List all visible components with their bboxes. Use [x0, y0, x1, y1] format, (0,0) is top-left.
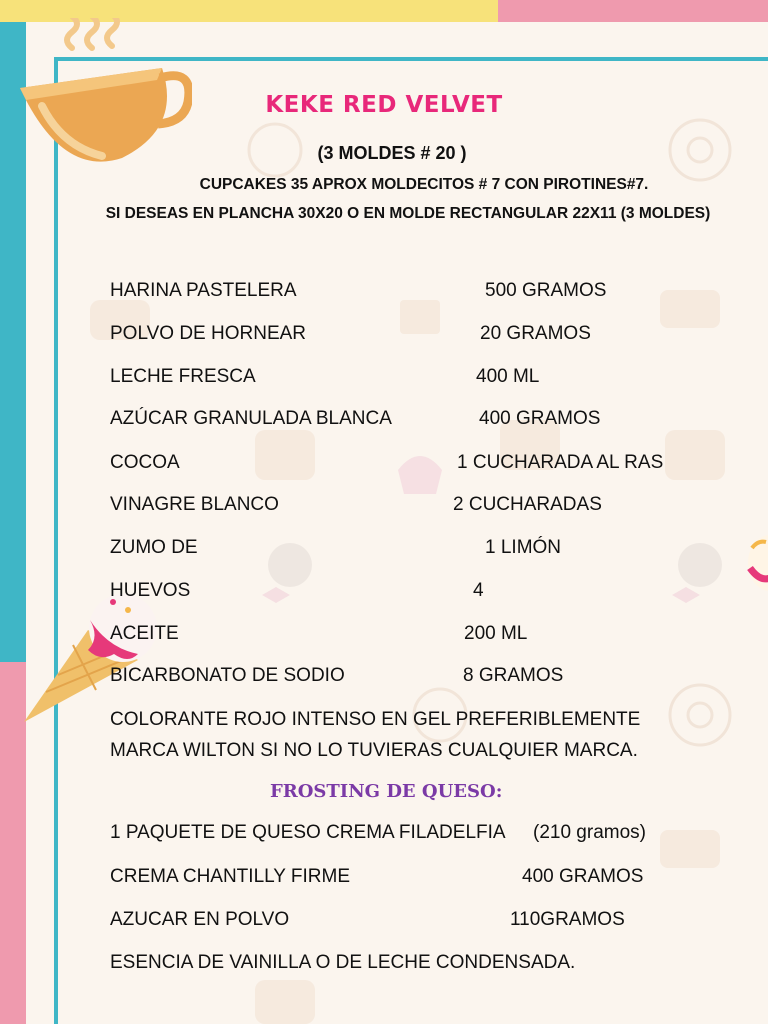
ingredient-qty: 4	[473, 580, 484, 601]
frosting-final-note: ESENCIA DE VAINILLA O DE LECHE CONDENSADA.	[110, 952, 576, 973]
frosting-ingredient-qty: 400 GRAMOS	[522, 866, 644, 887]
ingredient-name: HARINA PASTELERA	[110, 280, 297, 301]
ingredient-qty: 200 ML	[464, 623, 528, 644]
frosting-ingredient-name: 1 PAQUETE DE QUESO CREMA FILADELFIA	[110, 822, 506, 843]
candy-icon	[742, 528, 768, 598]
frosting-ingredient-qty: (210 gramos)	[533, 822, 646, 843]
ingredient-qty: 400 ML	[476, 366, 540, 387]
ingredient-qty: 400 GRAMOS	[479, 408, 601, 429]
ingredient-name: COCOA	[110, 452, 180, 473]
ingredient-qty: 1 CUCHARADA AL RAS	[457, 452, 664, 473]
ingredient-name: HUEVOS	[110, 580, 191, 601]
ingredient-name: BICARBONATO DE SODIO	[110, 665, 345, 686]
cupcakes-line: CUPCAKES 35 APROX MOLDECITOS # 7 CON PIROTINES#7.	[199, 176, 649, 193]
colorant-note	[110, 704, 730, 766]
ingredient-name: ZUMO DE	[110, 537, 198, 558]
ingredient-qty: 8 GRAMOS	[463, 665, 564, 686]
frosting-title: FROSTING DE QUESO:	[270, 781, 503, 802]
ingredient-name: AZÚCAR GRANULADA BLANCA	[110, 408, 392, 429]
ingredient-qty: 500 GRAMOS	[485, 280, 607, 301]
colorant-note-line1: COLORANTE ROJO INTENSO EN GEL PREFERIBLEMENTE	[110, 709, 641, 730]
ingredient-qty: 2 CUCHARADAS	[453, 494, 602, 515]
plancha-line: SI DESEAS EN PLANCHA 30X20 O EN MOLDE RECTANGULAR 22X11 (3 MOLDES)	[105, 205, 711, 222]
ingredient-name: ACEITE	[110, 623, 179, 644]
colorant-note-line2: MARCA WILTON SI NO LO TUVIERAS CUALQUIER MARCA.	[110, 740, 638, 761]
recipe-title: KEKE RED VELVET	[265, 92, 503, 118]
frosting-ingredient-name: AZUCAR EN POLVO	[110, 909, 290, 930]
ingredient-qty: 20 GRAMOS	[480, 323, 591, 344]
frosting-ingredient-name: CREMA CHANTILLY FIRME	[110, 866, 351, 887]
ingredient-name: LECHE FRESCA	[110, 366, 256, 387]
molds-subtitle: (3 MOLDES # 20 )	[317, 143, 467, 163]
ingredient-name: POLVO DE HORNEAR	[110, 323, 307, 344]
ingredient-name: VINAGRE BLANCO	[110, 494, 279, 515]
frosting-ingredient-qty: 110GRAMOS	[510, 909, 625, 930]
ingredient-qty: 1 LIMÓN	[485, 537, 562, 558]
